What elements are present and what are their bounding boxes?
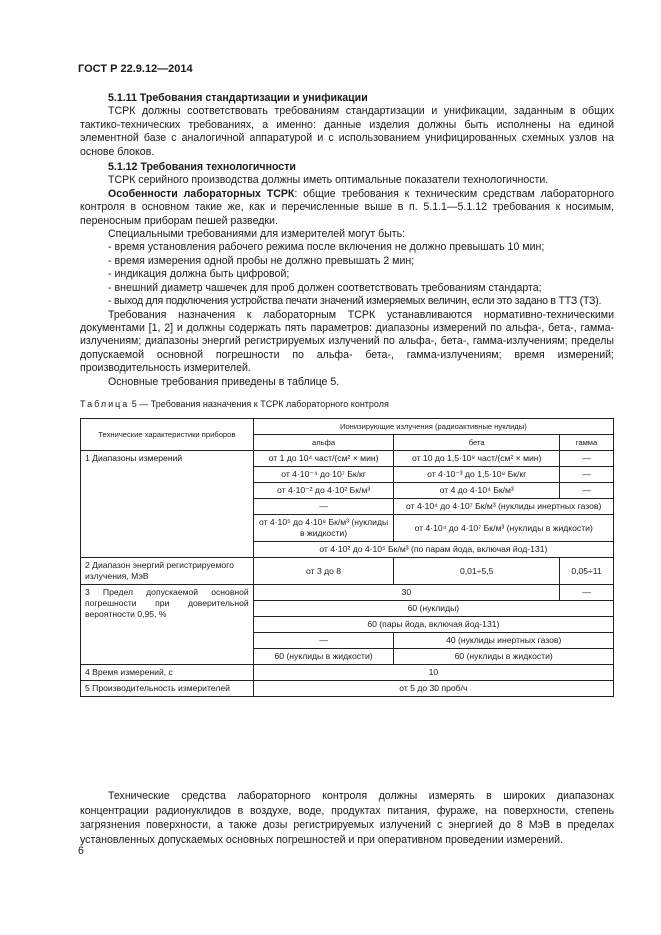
header-ionizing: Ионизирующие излучения (радиоактивные нуклиды) [253, 419, 613, 435]
row-label-error: 3 Предел допускаемой основной погрешности при доверительной вероятности 0,95, % [81, 585, 254, 665]
closing-text: Технические средства лабораторного контроля должны измерять в широких диапазонах концентрации радионуклидов в воздухе, воде, продуктах питания, фураже, на поверхности, степень загрязнения поверхности, а также дозы регистрируемых излучений с энергией до 8 МэВ в пределах установленных допускаемых основных погрешностей и при оперативном проведении измерений. [80, 790, 614, 846]
table-cell: от 4·10⁴ до 4·10⁷ Бк/м³ (нуклиды инертных газов) [394, 499, 614, 515]
closing-paragraph [80, 789, 614, 847]
table-cell: 10 [253, 665, 613, 681]
list-item: - время установления рабочего режима после включения не должно превышать 10 мин; [108, 241, 545, 254]
table-cell: — [560, 451, 614, 467]
table-cell: от 4 до 4·10⁴ Бк/м³ [394, 483, 560, 499]
page-number: 6 [78, 845, 84, 857]
header-gamma: гамма [560, 435, 614, 451]
table-cell: — [253, 633, 394, 649]
table-cell: от 1 до 10⁴ част/(см² × мин) [253, 451, 394, 467]
lab-features-lead: Особенности лабораторных ТСРК [108, 187, 295, 200]
table-cell: от 4·10⁵ до 4·10⁸ Бк/м³ (нуклиды в жидкости) [253, 515, 394, 542]
table-cell: — [253, 499, 394, 515]
list-item: - индикация должна быть цифровой; [108, 268, 290, 281]
purpose-requirements-paragraph: Требования назначения к лабораторным ТСРК устанавливаются нормативно-техническими документами [1, 2] и должны содержать пять параметров: диапазоны измерений по альфа-, бета-, гамма-излучениям; диапазоны энергий регистрируемых излучений по альфа-, бета-, гамма-излучениям; пределы допускаемой основной погрешности по альфа- бета-, гамма-излучениям; время измерений; производительность измерителей. [80, 308, 614, 375]
list-item: - время измерения одной пробы не должно превышать 2 мин; [108, 254, 415, 267]
table-row [81, 558, 614, 585]
table-row [81, 681, 614, 697]
lab-features-paragraph [80, 188, 614, 228]
table-caption-label: Таблица [80, 399, 130, 409]
list-item: - выход для подключения устройства печати значений измеряемых величин, если это задано в ТТЗ (ТЗ). [108, 295, 602, 308]
requirements-table [80, 418, 614, 697]
table-header-row [81, 419, 614, 435]
table-cell: — [560, 585, 614, 601]
table-cell: от 4·10² до 4·10⁵ Бк/м³ (по парам йода, включая йод-131) [253, 542, 613, 558]
table-cell: от 4·10⁴ до 4·10⁷ Бк/м³ (нуклиды в жидкости) [394, 515, 614, 542]
table-cell: от 5 до 30 проб/ч [253, 681, 613, 697]
table-row [81, 451, 614, 467]
section-5-1-11-title: 5.1.11 Требования стандартизации и унификации [108, 92, 368, 104]
table-cell: 40 (нуклиды инертных газов) [394, 633, 614, 649]
list-item: - внешний диаметр чашечек для проб должен соответствовать требованиям стандарта; [108, 281, 542, 294]
section-5-1-12-text: ТСРК серийного производства должны иметь оптимальные показатели технологичности. [108, 174, 549, 187]
table-caption-text: 5 — Требования назначения к ТСРК лабораторного контроля [129, 399, 389, 409]
table-cell: 0,05÷11 [560, 558, 614, 585]
table-cell: 60 (нуклиды в жидкости) [394, 649, 614, 665]
table-cell: 60 (нуклиды) [253, 601, 613, 617]
document-header: ГОСТ Р 22.9.12—2014 [78, 63, 193, 75]
table-row [81, 665, 614, 681]
row-label-energy: 2 Диапазон энергий регистрируемого излучения, МэВ [81, 558, 254, 585]
table-cell: от 4·10⁻² до 4·10² Бк/м³ [253, 483, 394, 499]
section-5-1-11-text: ТСРК должны соответствовать требованиям стандартизации и унификации, заданным в общих тактико-технических требованиях, а именно: данные изделия должны быть исполнены на единой элементной базе с аналогичной аппаратурой и с использованием унифицированных схемных узлов на основе блоков. [80, 105, 614, 158]
special-requirements-intro: Специальными требованиями для измерителей могут быть: [108, 228, 406, 241]
text-block [80, 92, 614, 389]
table-caption [80, 399, 389, 409]
section-5-1-12-title: 5.1.12 Требования технологичности [108, 161, 296, 174]
header-beta: бета [394, 435, 560, 451]
header-characteristics: Технические характеристики приборов [81, 419, 254, 451]
table-cell: — [560, 467, 614, 483]
table-cell: — [560, 483, 614, 499]
table-cell: от 3 до 8 [253, 558, 394, 585]
header-alpha: альфа [253, 435, 394, 451]
table-cell: 60 (пары йода, включая йод-131) [253, 617, 613, 633]
table-row [81, 585, 614, 601]
table-cell: от 10 до 1,5·10⁹ част/(см² × мин) [394, 451, 560, 467]
row-label-throughput: 5 Производительность измерителей [81, 681, 254, 697]
row-label-ranges: 1 Диапазоны измерений [81, 451, 254, 558]
main-requirements-note: Основные требования приведены в таблице 5. [108, 375, 340, 388]
lab-features-text: : общие требования к техническим средствам лабораторного контроля в основном такие же, как и перечисленные выше в п. 5.1.1—5.1.12 требования к носимым, переносным приборам пешей разведки. [80, 187, 614, 227]
row-label-time: 4 Время измерений, с [81, 665, 254, 681]
table-cell: от 4·10⁻³ до 1,5·10⁸ Бк/кг [394, 467, 560, 483]
table-cell: 30 [253, 585, 559, 601]
table-cell: 0,01÷5,5 [394, 558, 560, 585]
table-cell: от 4·10⁻⁴ до 10⁷ Бк/кг [253, 467, 394, 483]
table-cell: 60 (нуклиды в жидкости) [253, 649, 394, 665]
